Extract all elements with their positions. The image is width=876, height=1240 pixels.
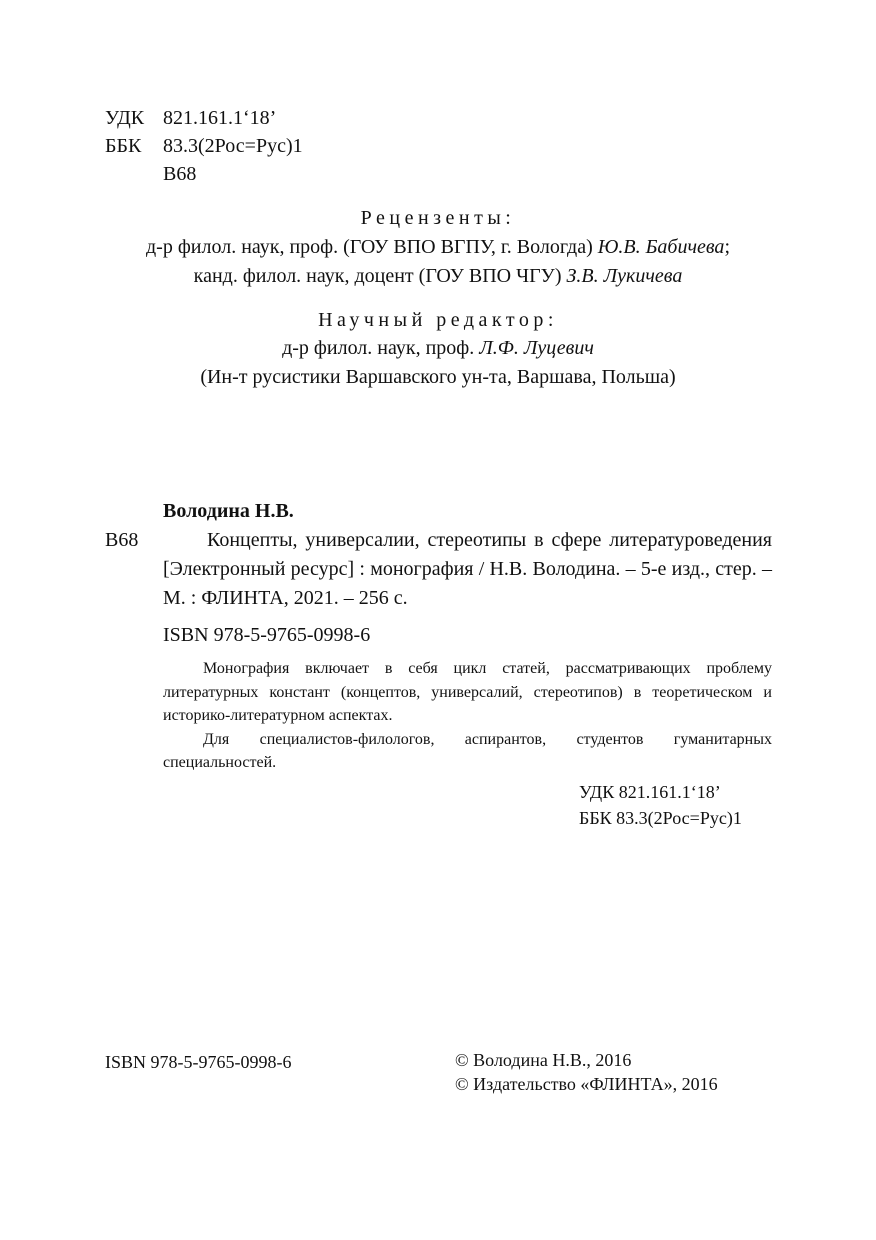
copyright-author: © Володина Н.В., 2016 bbox=[455, 1050, 632, 1070]
catalog-isbn: ISBN 978-5-9765-0998-6 bbox=[163, 624, 371, 646]
author-heading: Володина Н.В. bbox=[163, 500, 294, 522]
annotation-paragraph-2: Для специалистов-филологов, аспирантов, студентов гуманитарных специальностей. bbox=[163, 730, 772, 771]
footer-isbn: ISBN 978-5-9765-0998-6 bbox=[105, 1052, 292, 1072]
reviewer-1-name: Ю.В. Бабичева bbox=[597, 236, 725, 258]
reviewers-title: Рецензенты: bbox=[360, 207, 516, 229]
udk-label: УДК bbox=[105, 107, 145, 129]
annotation-paragraph-1: Монография включает в себя цикл статей, рассматривающих проблему литературных констант (концептов, универсалий, стереотипов) в теоретическом и историко-литературном аспектах. bbox=[163, 660, 772, 724]
editor-credentials: д-р филол. наук, проф. bbox=[282, 337, 480, 359]
reviewer-1-credentials: д-р филол. наук, проф. (ГОУ ВПО ВГПУ, г. Вологда) bbox=[146, 236, 598, 258]
reviewer-2-name: З.В. Лукичева bbox=[566, 265, 683, 287]
catalog-bbk: ББК 83.3(2Рос=Рус)1 bbox=[579, 808, 742, 828]
reviewer-1-end: ; bbox=[724, 236, 730, 258]
editor-affiliation: (Ин-т русистики Варшавского ун-та, Варшава, Польша) bbox=[200, 366, 676, 388]
bbk-line bbox=[105, 132, 303, 160]
catalog-sign: В68 bbox=[105, 529, 139, 551]
author-sign: В68 bbox=[163, 163, 197, 185]
udk-line bbox=[105, 104, 276, 132]
editor-name: Л.Ф. Луцевич bbox=[479, 337, 594, 359]
bbk-value: 83.3(2Рос=Рус)1 bbox=[163, 135, 303, 157]
editor-title: Научный редактор: bbox=[318, 309, 558, 331]
reviewer-line-2 bbox=[0, 262, 876, 290]
reviewer-2-credentials: канд. филол. наук, доцент (ГОУ ВПО ЧГУ) bbox=[193, 265, 567, 287]
copyright-publisher: © Издательство «ФЛИНТА», 2016 bbox=[455, 1074, 718, 1094]
udk-value: 821.161.1‘18’ bbox=[163, 107, 277, 129]
catalog-udk: УДК 821.161.1‘18’ bbox=[579, 782, 721, 802]
bbk-label: ББК bbox=[105, 135, 142, 157]
reviewer-line-1 bbox=[0, 233, 876, 261]
annotation bbox=[163, 657, 772, 775]
bibliographic-description: Концепты, универсалии, стереотипы в сфере литературоведения [Электронный ресурс] : монография / Н.В. Володина. – 5-е изд., стер. – М. : ФЛИНТА, 2021. – 256 с. bbox=[163, 529, 772, 609]
editor-line-1 bbox=[0, 334, 876, 362]
